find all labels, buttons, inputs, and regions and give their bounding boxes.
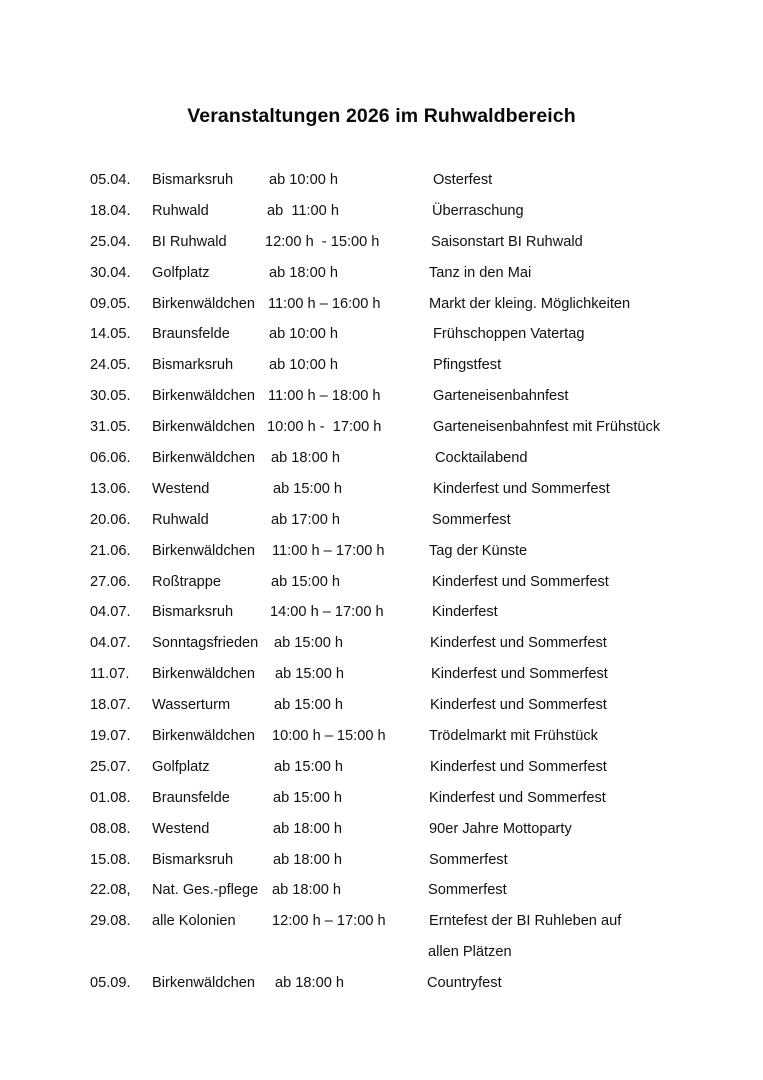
event-date: 25.07. [90, 758, 131, 775]
event-name: Frühschoppen Vatertag [433, 326, 585, 343]
event-time: ab 15:00 h [274, 697, 343, 714]
event-time: ab 18:00 h [269, 264, 338, 281]
event-name: Garteneisenbahnfest [433, 388, 569, 405]
event-place: Braunsfelde [152, 326, 230, 343]
event-place: Ruhwald [152, 511, 209, 528]
event-time: 14:00 h – 17:00 h [270, 604, 384, 621]
event-place: Ruhwald [152, 202, 209, 219]
event-place: Nat. Ges.-pflege [152, 882, 259, 899]
event-name: Kinderfest und Sommerfest [432, 573, 609, 590]
event-date: 21.06. [90, 542, 131, 559]
event-date: 20.06. [90, 511, 131, 528]
event-time: ab 18:00 h [275, 975, 344, 992]
event-place: Bismarksruh [152, 357, 234, 374]
event-date: 04.07. [90, 635, 131, 652]
event-time: ab 10:00 h [269, 326, 338, 343]
event-row [0, 262, 763, 293]
event-row [0, 663, 763, 694]
event-time: ab 15:00 h [275, 666, 344, 683]
event-date: 27.06. [90, 573, 131, 590]
event-place: Birkenwäldchen [152, 728, 256, 745]
event-name: Sommerfest [429, 851, 508, 868]
event-date: 25.04. [90, 233, 131, 250]
event-row [0, 879, 763, 910]
event-name: Kinderfest [432, 604, 498, 621]
event-date: 14.05. [90, 326, 131, 343]
event-row [0, 293, 763, 324]
event-name: Kinderfest und Sommerfest [430, 697, 607, 714]
event-place: Birkenwäldchen [152, 388, 256, 405]
event-row [0, 354, 763, 385]
event-row [0, 849, 763, 880]
event-name: Kinderfest und Sommerfest [431, 666, 608, 683]
event-time: ab 18:00 h [272, 882, 341, 899]
event-time: 12:00 h - 15:00 h [265, 233, 380, 250]
event-name: Kinderfest und Sommerfest [433, 480, 610, 497]
event-time: 11:00 h – 16:00 h [268, 295, 381, 312]
event-place: Westend [152, 820, 210, 837]
event-place: Bismarksruh [152, 851, 234, 868]
event-list [0, 169, 763, 1003]
event-name: Markt der kleing. Möglichkeiten [429, 295, 631, 312]
event-place: Golfplatz [152, 758, 210, 775]
event-place: Birkenwäldchen [152, 542, 256, 559]
event-date: 06.06. [90, 450, 131, 467]
event-name: Pfingstfest [433, 357, 502, 374]
event-name: Überraschung [432, 202, 524, 219]
event-time: ab 10:00 h [269, 172, 338, 188]
event-time: ab 15:00 h [274, 758, 343, 775]
event-row [0, 447, 763, 478]
event-place: Westend [152, 480, 210, 497]
event-row [0, 169, 763, 200]
event-date: 18.04. [90, 202, 131, 219]
event-place: Birkenwäldchen [152, 450, 256, 467]
event-time: ab 15:00 h [273, 789, 342, 806]
event-time: ab 15:00 h [274, 635, 343, 652]
event-date: 19.07. [90, 728, 131, 745]
event-row [0, 972, 763, 1003]
event-time: 11:00 h – 17:00 h [272, 542, 385, 559]
event-row [0, 540, 763, 571]
event-name: Kinderfest und Sommerfest [429, 789, 606, 806]
event-date: 22.08, [90, 882, 131, 899]
event-row [0, 818, 763, 849]
event-date: 13.06. [90, 480, 131, 497]
event-row [0, 910, 763, 941]
event-row [0, 385, 763, 416]
event-name: Sommerfest [432, 511, 511, 528]
event-time: ab 15:00 h [273, 480, 342, 497]
event-name: Sommerfest [428, 882, 507, 899]
event-name: Osterfest [433, 172, 493, 188]
event-name: Tanz in den Mai [429, 264, 532, 281]
event-date: 18.07. [90, 697, 131, 714]
event-row [0, 571, 763, 602]
event-date: 30.04. [90, 264, 131, 281]
event-place: Birkenwäldchen [152, 975, 256, 992]
event-date: 04.07. [90, 604, 131, 621]
event-place: Braunsfelde [152, 789, 230, 806]
event-time: ab 15:00 h [271, 573, 340, 590]
event-date: 29.08. [90, 913, 131, 930]
event-row [0, 787, 763, 818]
event-place: Wasserturm [152, 697, 231, 714]
event-name: allen Plätzen [428, 944, 512, 961]
event-place: Birkenwäldchen [152, 295, 256, 312]
event-row [0, 694, 763, 725]
event-date: 24.05. [90, 357, 131, 374]
event-time: 10:00 h – 15:00 h [272, 728, 386, 745]
event-row [0, 509, 763, 540]
event-row-continuation [0, 941, 763, 972]
event-row [0, 200, 763, 231]
event-name: Kinderfest und Sommerfest [430, 758, 607, 775]
event-date: 08.08. [90, 820, 131, 837]
event-date: 30.05. [90, 388, 131, 405]
event-date: 01.08. [90, 789, 131, 806]
event-row [0, 601, 763, 632]
event-name: Erntefest der BI Ruhleben auf [429, 913, 622, 930]
event-time: ab 18:00 h [271, 450, 340, 467]
event-row [0, 632, 763, 663]
event-time: ab 17:00 h [271, 511, 340, 528]
event-place: Sonntagsfrieden [152, 635, 259, 652]
event-date: 05.04. [90, 172, 131, 188]
event-row [0, 478, 763, 509]
event-place: alle Kolonien [152, 913, 236, 930]
event-place: Bismarksruh [152, 604, 234, 621]
event-time: 11:00 h – 18:00 h [268, 388, 381, 405]
event-name: Garteneisenbahnfest mit Frühstück [433, 419, 661, 436]
event-name: Trödelmarkt mit Frühstück [429, 728, 598, 745]
event-place: Bismarksruh [152, 172, 234, 188]
event-place: Birkenwäldchen [152, 666, 256, 683]
event-date: 15.08. [90, 851, 131, 868]
event-time: ab 18:00 h [273, 820, 342, 837]
event-row [0, 416, 763, 447]
event-date: 31.05. [90, 419, 131, 436]
event-time: ab 11:00 h [267, 202, 339, 219]
event-date: 05.09. [90, 975, 131, 992]
event-name: Saisonstart BI Ruhwald [431, 233, 583, 250]
event-place: Golfplatz [152, 264, 210, 281]
event-time: 12:00 h – 17:00 h [272, 913, 386, 930]
event-place: Birkenwäldchen [152, 419, 256, 436]
event-time: ab 18:00 h [273, 851, 342, 868]
event-name: Kinderfest und Sommerfest [430, 635, 607, 652]
event-place: BI Ruhwald [152, 233, 227, 250]
event-date: 09.05. [90, 295, 131, 312]
event-row [0, 231, 763, 262]
event-name: Cocktailabend [435, 450, 528, 467]
event-row [0, 323, 763, 354]
event-time: 10:00 h - 17:00 h [267, 419, 382, 436]
event-date: 11.07. [90, 666, 130, 683]
event-name: Countryfest [427, 975, 502, 992]
event-time: ab 10:00 h [269, 357, 338, 374]
event-name: 90er Jahre Mottoparty [429, 820, 572, 837]
event-row [0, 725, 763, 756]
page-title: Veranstaltungen 2026 im Ruhwaldbereich [187, 105, 576, 128]
event-name: Tag der Künste [429, 542, 528, 559]
event-place: Roßtrappe [152, 573, 221, 590]
event-row [0, 756, 763, 787]
